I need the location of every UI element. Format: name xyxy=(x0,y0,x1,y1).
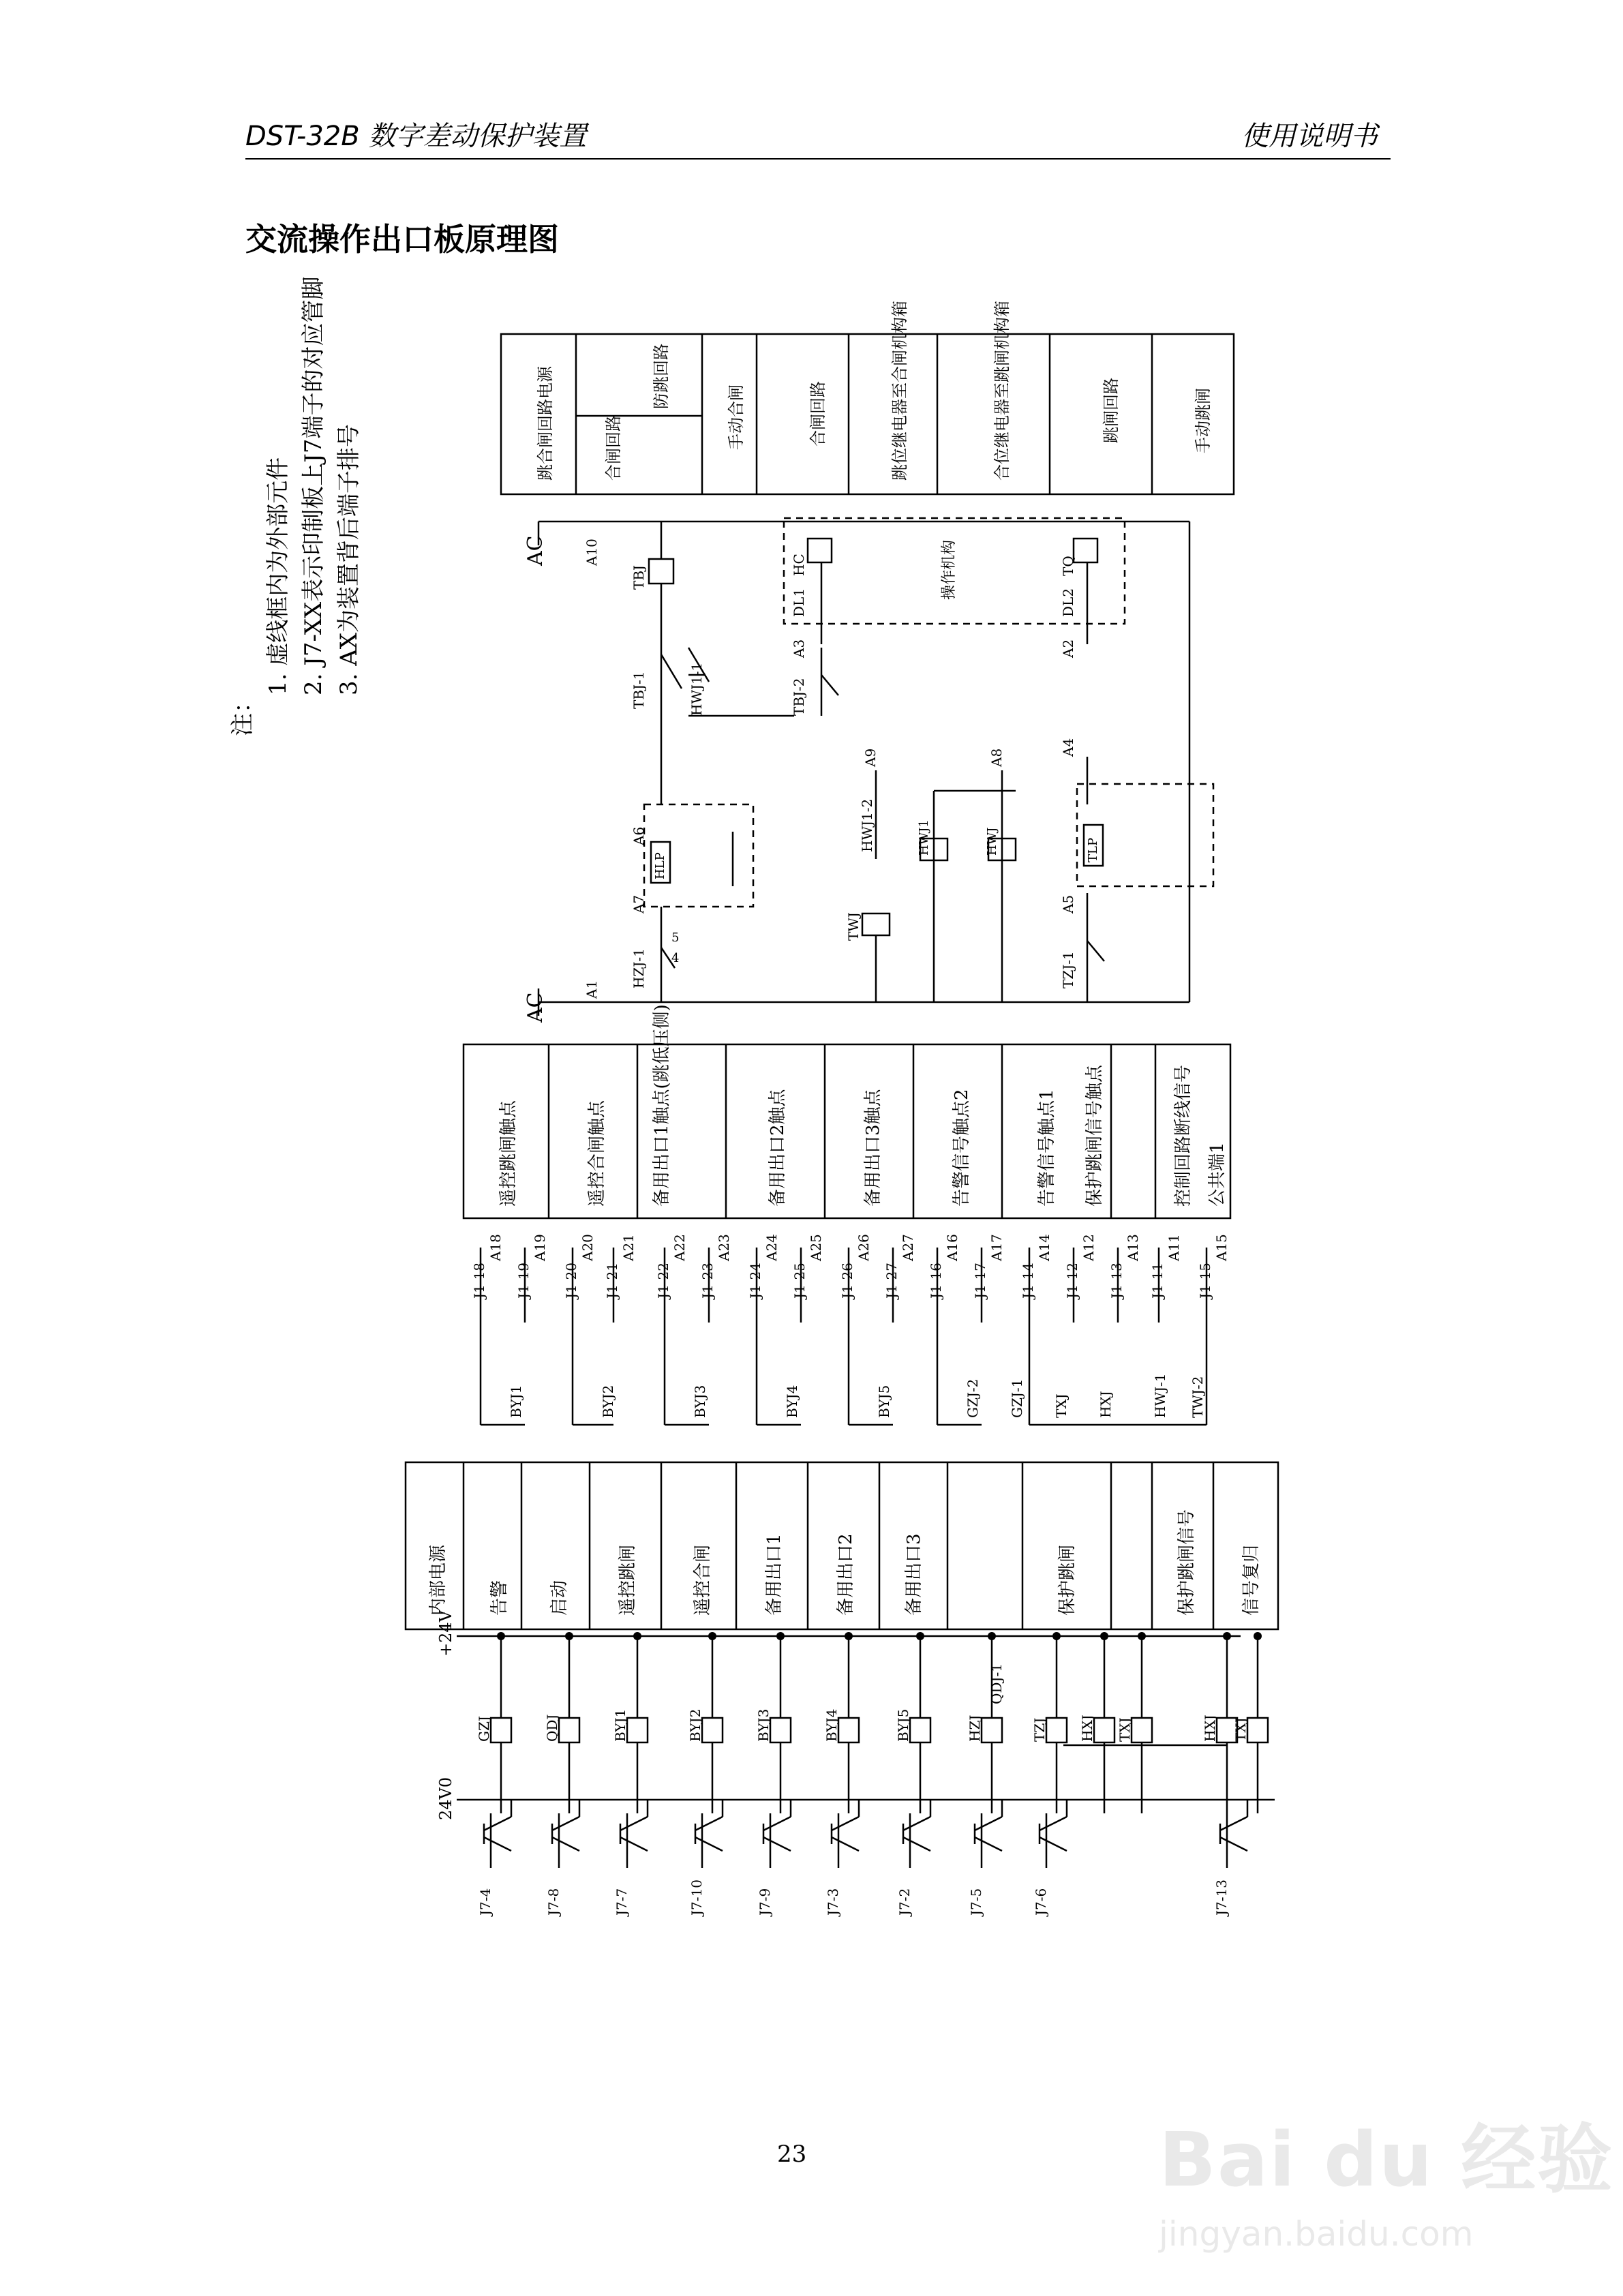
dl2-label: DL2 xyxy=(1060,588,1076,617)
rail-junction-2 xyxy=(633,1632,641,1640)
relay-label-3: BYJ2 xyxy=(687,1708,703,1742)
contact-label-1: BYJ2 xyxy=(600,1385,616,1418)
top-table-cell-3: 手动合闸 xyxy=(727,384,746,450)
rail-junction-3 xyxy=(708,1632,716,1640)
terminal-a-10: A16 xyxy=(944,1234,960,1261)
rail-junction-7 xyxy=(988,1632,996,1640)
relay-coil-10 xyxy=(1132,1718,1152,1742)
terminal-j-2: J1-20 xyxy=(563,1263,579,1299)
contact-label-7: TXJ xyxy=(1053,1393,1070,1418)
relay-label-1: QDJ xyxy=(544,1714,560,1742)
terminal-a-4: A22 xyxy=(671,1234,688,1261)
middle-table-cell-8: 控制回路断线信号 xyxy=(1173,1064,1194,1207)
driver-transistor-8 xyxy=(1040,1813,1067,1854)
contact-label-5: GZJ-2 xyxy=(965,1378,981,1418)
bottom-table-cell-1: 告警 xyxy=(489,1580,510,1616)
middle-table-cell-2: 备用出口1触点(跳低压侧) xyxy=(652,1004,672,1207)
note-2: 2. J7-XX表示印制板上J7端子的对应管脚 xyxy=(300,276,327,695)
tlp-lamp xyxy=(1084,825,1103,866)
rail-junction-8 xyxy=(1052,1632,1061,1640)
tbj1-label: TBJ-1 xyxy=(631,671,647,709)
driver-transistor-9 xyxy=(1220,1813,1247,1854)
header-doc-type: 使用说明书 xyxy=(1241,121,1378,152)
driver-label-4: J7-9 xyxy=(757,1888,773,1916)
tbj2-label: TBJ-2 xyxy=(791,678,807,716)
terminal-a-12: A14 xyxy=(1036,1234,1052,1261)
relay-coil-0 xyxy=(491,1718,511,1742)
contact-label-8: HXJ xyxy=(1097,1391,1114,1418)
a5-label: A5 xyxy=(1060,894,1076,913)
note-1: 1. 虚线框内为外部元件 xyxy=(264,457,292,695)
rail-junction-5 xyxy=(845,1632,853,1640)
middle-table-cell-4: 备用出口3触点 xyxy=(863,1089,883,1207)
relay-coil-12 xyxy=(1247,1718,1268,1742)
driver-transistor-2 xyxy=(620,1813,648,1854)
relay-coil-11 xyxy=(1217,1718,1237,1742)
middle-table-cell-9: 公共端1 xyxy=(1207,1142,1228,1207)
terminal-a-14: A13 xyxy=(1125,1234,1141,1261)
relay-label-4: BYJ3 xyxy=(755,1708,772,1742)
middle-table-frame xyxy=(464,1044,1230,1218)
bottom-table-cell-11: 保护跳闸信号 xyxy=(1177,1509,1197,1616)
middle-table-cell-6: 告警信号触点1 xyxy=(1037,1089,1057,1207)
terminal-j-13: J1-12 xyxy=(1064,1263,1080,1299)
relay-coil-5 xyxy=(838,1718,859,1742)
driver-transistor-1 xyxy=(552,1813,579,1854)
rail-junction-4 xyxy=(776,1632,785,1640)
ac-bottom-label: AC xyxy=(524,992,547,1023)
relay-label-10: TXJ xyxy=(1117,1717,1133,1742)
driver-transistor-4 xyxy=(763,1813,791,1854)
terminal-j-1: J1-19 xyxy=(515,1263,532,1299)
bottom-table-frame xyxy=(406,1462,1278,1629)
terminal-a-5: A23 xyxy=(716,1234,732,1261)
relay-coil-9 xyxy=(1094,1718,1114,1742)
terminal-a-16: A15 xyxy=(1213,1234,1230,1261)
terminal-j-7: J1-25 xyxy=(791,1263,808,1299)
terminal-a-8: A26 xyxy=(855,1234,872,1261)
terminal-a-9: A27 xyxy=(900,1234,916,1261)
top-table-cell-1: 合闸回路 xyxy=(604,415,623,481)
a6-label: A6 xyxy=(631,826,647,845)
tzj1-label: TZJ-1 xyxy=(1060,951,1076,988)
driver-label-0: J7-4 xyxy=(477,1888,494,1916)
tq-label: TQ xyxy=(1060,556,1076,576)
header-doc-title: DST-32B 数字差动保护装置 xyxy=(245,121,587,152)
relay-label-6: BYJ5 xyxy=(895,1708,911,1742)
a9-label: A9 xyxy=(862,748,879,767)
terminal-a-15: A11 xyxy=(1166,1234,1182,1261)
tlp-label: TLP xyxy=(1086,837,1100,862)
driver-label-8: J7-6 xyxy=(1033,1888,1049,1916)
relay-label-2: BYJ1 xyxy=(612,1708,628,1742)
top-table-cell-6: 合位继电器至跳闸机构箱 xyxy=(992,301,1012,481)
bottom-table-cell-3: 遥控跳闸 xyxy=(618,1544,638,1616)
top-table-cell-2: 防跳回路 xyxy=(652,344,671,409)
middle-table-cell-5: 告警信号触点2 xyxy=(952,1089,972,1207)
terminal-a-6: A24 xyxy=(763,1234,780,1261)
rail-junction-1 xyxy=(565,1632,573,1640)
driver-label-6: J7-2 xyxy=(896,1888,913,1916)
terminal-a-11: A17 xyxy=(988,1234,1005,1261)
top-table-cell-5: 跳位继电器至合闸机构箱 xyxy=(890,301,909,481)
rail-junction-9 xyxy=(1100,1632,1108,1640)
plus24v-label: +24V xyxy=(436,1610,455,1657)
relay-label-0: GZJ xyxy=(476,1716,492,1742)
contact-label-9: HWJ-1 xyxy=(1152,1373,1168,1418)
terminal-a1-label: A1 xyxy=(583,980,600,999)
section-title: 交流操作出口板原理图 xyxy=(245,221,559,258)
a3-label: A3 xyxy=(791,639,807,658)
rail-junction-12 xyxy=(1254,1632,1262,1640)
note-3: 3. AX为装置背后端子排号 xyxy=(335,423,363,695)
relay-coil-8 xyxy=(1046,1718,1067,1742)
driver-label-5: J7-3 xyxy=(825,1888,841,1916)
relay-coil-4 xyxy=(770,1718,791,1742)
bottom-table-cell-12: 信号复归 xyxy=(1241,1544,1262,1616)
middle-table-cell-3: 备用出口2触点 xyxy=(768,1089,788,1207)
relay-label-9: HXJ xyxy=(1079,1715,1095,1742)
contact-label-6: GZJ-1 xyxy=(1009,1378,1025,1418)
terminal-j-14: J1-13 xyxy=(1108,1263,1125,1299)
contact-5-label: 5 xyxy=(671,931,680,945)
terminal-j-6: J1-24 xyxy=(747,1263,763,1299)
contact-label-2: BYJ3 xyxy=(692,1385,708,1418)
hwj11-label: HWJ1-1 xyxy=(688,662,705,716)
driver-transistor-0 xyxy=(484,1813,511,1854)
relay-coil-7 xyxy=(982,1718,1002,1742)
driver-transistor-7 xyxy=(975,1813,1002,1854)
hwj1-coil-label: HWJ1 xyxy=(917,819,931,856)
driver-label-1: J7-8 xyxy=(545,1888,562,1916)
middle-table-cell-0: 遥控跳闸触点 xyxy=(498,1100,519,1207)
contact-label-3: BYJ4 xyxy=(784,1385,800,1418)
top-table-cell-7: 跳闸回路 xyxy=(1102,378,1121,443)
top-table-cell-0: 跳合闸回路电源 xyxy=(536,366,555,481)
terminal-a-0: A18 xyxy=(487,1234,504,1261)
a7-label: A7 xyxy=(631,894,647,913)
rail-junction-10 xyxy=(1138,1632,1146,1640)
watermark-sub: jingyan.baidu.com xyxy=(1159,2214,1474,2254)
relay-coil-6 xyxy=(910,1718,930,1742)
a2-label: A2 xyxy=(1060,639,1076,658)
terminal-a-2: A20 xyxy=(579,1234,596,1261)
driver-transistor-5 xyxy=(832,1813,859,1854)
middle-table-cell-1: 遥控合闸触点 xyxy=(587,1100,607,1207)
bottom-table-cell-6: 备用出口2 xyxy=(836,1533,856,1616)
driver-transistor-3 xyxy=(695,1813,723,1854)
top-table-frame xyxy=(501,334,1234,494)
hlp-lamp xyxy=(651,842,670,883)
a4-label: A4 xyxy=(1060,738,1076,757)
relay-label-7: HZJ xyxy=(967,1715,983,1742)
watermark xyxy=(1159,2100,1613,2254)
terminal-a-1: A19 xyxy=(532,1234,548,1261)
bottom-table-cell-0: 内部电源 xyxy=(428,1544,449,1616)
terminal-a10-label: A10 xyxy=(583,539,600,566)
bottom-table-cell-5: 备用出口1 xyxy=(764,1533,785,1616)
contact-label-10: TWJ-2 xyxy=(1189,1376,1206,1418)
relay-label-5: BYJ4 xyxy=(823,1708,840,1742)
terminal-j-15: J1-11 xyxy=(1149,1263,1166,1299)
top-table-cell-4: 合闸回路 xyxy=(808,381,828,447)
contact-label-4: BYJ5 xyxy=(876,1385,892,1418)
mechanism-label: 操作机构 xyxy=(941,539,958,600)
driver-label-9: J7-13 xyxy=(1213,1879,1230,1916)
twj-label: TWJ xyxy=(845,912,862,941)
terminal-j-0: J1-18 xyxy=(471,1263,487,1299)
driver-label-2: J7-7 xyxy=(613,1888,630,1916)
hzj1-label: HZJ-1 xyxy=(631,948,647,988)
hwj12-label: HWJ1-2 xyxy=(859,798,875,852)
terminal-j-12: J1-14 xyxy=(1020,1263,1036,1299)
terminal-a-3: A21 xyxy=(620,1234,637,1261)
driver-label-7: J7-5 xyxy=(968,1888,984,1916)
rail-junction-11 xyxy=(1223,1632,1231,1640)
page-number: 23 xyxy=(777,2141,807,2168)
relay-coil-1 xyxy=(559,1718,579,1742)
terminal-j-16: J1-15 xyxy=(1197,1263,1213,1299)
notes-heading: 注： xyxy=(229,690,256,736)
terminal-a-7: A25 xyxy=(808,1234,824,1261)
a8-label: A8 xyxy=(988,748,1005,767)
middle-table-cell-7: 保护跳闸信号触点 xyxy=(1084,1064,1105,1207)
operation-mechanism-box xyxy=(784,518,1125,624)
driver-label-3: J7-10 xyxy=(688,1879,705,1916)
rail-junction-0 xyxy=(497,1632,505,1640)
ac-top-label: AC xyxy=(524,535,547,566)
top-table-cell-8: 手动跳闸 xyxy=(1194,388,1213,453)
terminal-a-13: A12 xyxy=(1080,1234,1097,1261)
relay-label-8: TZJ xyxy=(1031,1717,1048,1742)
contact-4-label: 4 xyxy=(671,951,680,965)
driver-transistor-6 xyxy=(903,1813,930,1854)
v0-label: 24V0 xyxy=(436,1777,455,1820)
hlp-label: HLP xyxy=(653,852,667,879)
bottom-table-cell-2: 启动 xyxy=(549,1580,570,1616)
terminal-j-9: J1-27 xyxy=(883,1263,900,1299)
relay-label-11: HXJ xyxy=(1202,1715,1218,1742)
terminal-j-11: J1-17 xyxy=(972,1263,988,1299)
rail-junction-6 xyxy=(916,1632,924,1640)
bottom-table-cell-7: 备用出口3 xyxy=(904,1533,924,1616)
tbj-label: TBJ xyxy=(631,564,647,590)
contact-label-0: BYJ1 xyxy=(508,1385,524,1418)
bottom-table-cell-9: 保护跳闸 xyxy=(1057,1544,1078,1616)
terminal-j-5: J1-23 xyxy=(699,1263,716,1299)
relay-label-12: TXJ xyxy=(1232,1717,1249,1742)
hwj-coil-label: HWJ xyxy=(985,827,999,856)
hc-label: HC xyxy=(791,554,807,576)
terminal-j-3: J1-21 xyxy=(604,1263,620,1299)
terminal-j-8: J1-26 xyxy=(839,1263,855,1299)
dl1-label: DL1 xyxy=(791,588,807,617)
relay-coil-3 xyxy=(702,1718,723,1742)
qdj1-label: QDJ-1 xyxy=(988,1663,1005,1704)
relay-coil-2 xyxy=(627,1718,648,1742)
watermark-main: Bai du 经验 xyxy=(1159,2116,1614,2203)
terminal-j-4: J1-22 xyxy=(655,1263,671,1299)
terminal-j-10: J1-16 xyxy=(928,1263,944,1299)
bottom-table-cell-4: 遥控合闸 xyxy=(693,1544,713,1616)
